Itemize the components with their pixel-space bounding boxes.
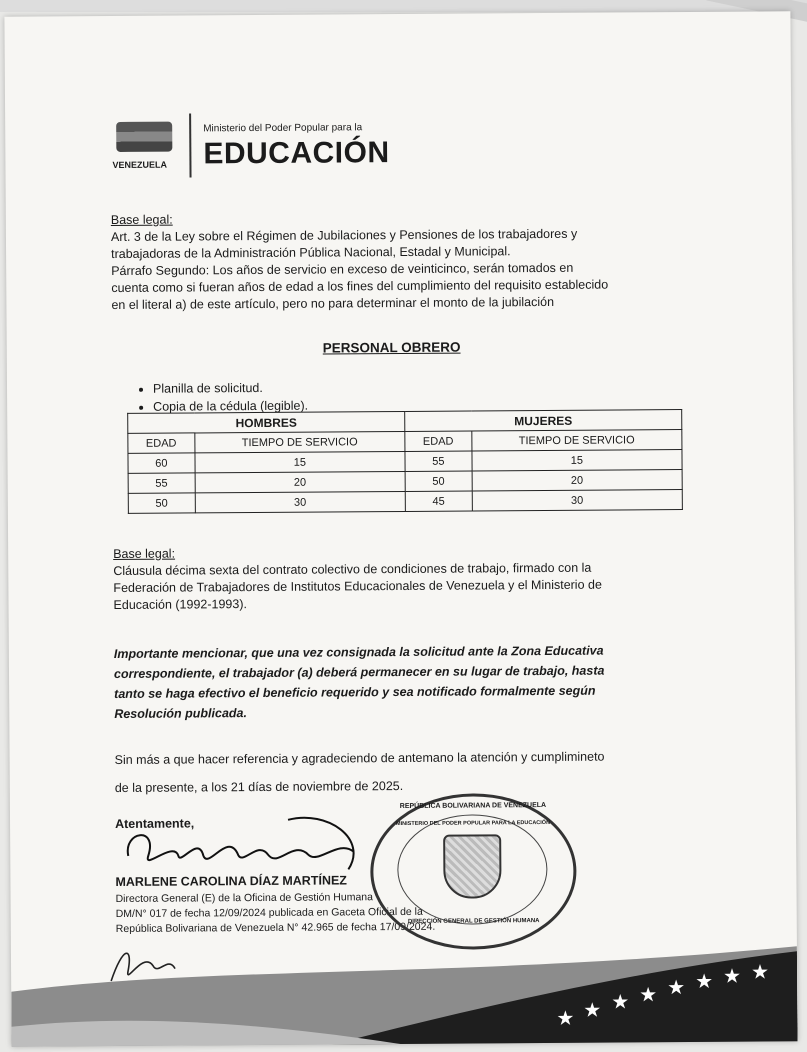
coat-of-arms-icon	[443, 834, 501, 898]
legal2-line: Educación (1992-1993).	[113, 597, 248, 613]
header-divider	[189, 113, 191, 177]
star-icon: ★	[639, 984, 658, 1007]
list-item: • Copia de la cédula (legible).	[153, 397, 308, 416]
ministry-line: Ministerio del Poder Popular para la	[203, 122, 363, 135]
list-item: • Planilla de solicitud.	[153, 379, 308, 398]
cell-women-age: 55	[405, 451, 472, 471]
signer-resolution: DM/N° 017 de fecha 12/09/2024 publicada en Gaceta Oficial de la	[115, 905, 423, 921]
cell-men-service: 20	[195, 471, 406, 492]
star-icon: ★	[583, 999, 602, 1022]
coat-of-arms-logo	[110, 112, 182, 173]
farewell: Atentamente,	[115, 816, 195, 832]
legal2-line: Cláusula décima sexta del contrato colectivo de condiciones de trabajo, firmado con la	[113, 560, 592, 579]
cell-women-service: 20	[472, 470, 683, 491]
star-icon: ★	[751, 961, 770, 984]
col-header-age: EDAD	[128, 433, 195, 453]
cell-men-service: 30	[195, 491, 406, 512]
requirements-list	[135, 379, 308, 416]
star-icon: ★	[723, 965, 742, 988]
seal-outer-text: REPÚBLICA BOLIVARIANA DE VENEZUELA	[399, 801, 547, 811]
legal2-line: Federación de Trabajadores de Institutos Educacionales de Venezuela y el Ministerio de	[113, 577, 602, 596]
ministry-name: EDUCACIÓN	[203, 136, 390, 171]
legal-basis-1	[111, 208, 692, 314]
flag-icon	[116, 122, 172, 152]
important-line: Importante mencionar, que una vez consignada la solicitud ante la Zona Educativa	[113, 643, 604, 662]
star-icon: ★	[695, 970, 714, 993]
important-line: correspondiente, el trabajador (a) deberá permanecer en su lugar de trabajo, hasta	[113, 663, 605, 682]
legal-heading-1: Base legal:	[110, 212, 173, 228]
cell-women-age: 50	[405, 471, 472, 491]
important-line: Resolución publicada.	[114, 706, 248, 722]
official-seal	[370, 793, 577, 950]
table-row	[128, 490, 682, 514]
signer-title: Directora General (E) de la Oficina de Gestión Humana	[115, 891, 373, 906]
legal-heading-2: Base legal:	[113, 546, 176, 562]
footer-band	[11, 926, 798, 1046]
cell-women-age: 45	[405, 491, 472, 511]
seal-inner-text: MINISTERIO DEL PODER POPULAR PARA LA EDUCACIÓN	[396, 819, 551, 828]
group-header-women: MUJERES	[405, 410, 682, 432]
cell-women-service: 30	[472, 490, 683, 511]
retirement-table	[127, 409, 683, 514]
seal-bottom-text: DIRECCIÓN GENERAL DE GESTIÓN HUMANA	[407, 918, 540, 925]
star-icon: ★	[556, 1007, 575, 1030]
legal-basis-2	[113, 542, 693, 614]
legal1-line: en el literal a) de este artículo, pero no para determinar el monto de la jubilación	[111, 294, 555, 313]
closing-paragraph	[115, 742, 695, 802]
signer-name: MARLENE CAROLINA DÍAZ MARTÍNEZ	[115, 873, 347, 890]
country-label: VENEZUELA	[112, 159, 168, 171]
signer-gazette: República Bolivariana de Venezuela N° 42.965 de fecha 17/09/2024.	[115, 920, 436, 936]
cell-men-service: 15	[195, 451, 406, 472]
closing-line: Sin más a que hacer referencia y agradeciendo de antemano la atención y cumplimineto	[114, 749, 605, 768]
col-header-service: TIEMPO DE SERVICIO	[194, 431, 405, 452]
col-header-age: EDAD	[405, 431, 472, 451]
document-page	[4, 11, 797, 1046]
important-line: tanto se haga efectivo el beneficio requerido y sea notificado formalmente según	[114, 683, 596, 702]
star-icon: ★	[611, 991, 630, 1014]
section-title: PERSONAL OBRERO	[322, 339, 461, 356]
important-notice	[114, 640, 695, 724]
legal1-line: Párrafo Segundo: Los años de servicio en exceso de veinticinco, serán tomados en	[111, 260, 574, 279]
cell-men-age: 50	[128, 493, 195, 513]
group-header-men: HOMBRES	[128, 411, 405, 433]
cell-women-service: 15	[472, 450, 683, 471]
page-top-edge	[0, 0, 807, 12]
cell-men-age: 55	[128, 473, 195, 493]
legal1-line: cuenta como si fueran años de edad a los fines del cumplimiento del requisito establecido	[111, 277, 609, 296]
closing-line: de la presente, a los 21 días de noviembre de 2025.	[114, 778, 404, 796]
star-icon: ★	[667, 977, 686, 1000]
cell-men-age: 60	[128, 453, 195, 473]
legal1-line: Art. 3 de la Ley sobre el Régimen de Jubilaciones y Pensiones de los trabajadores y	[110, 226, 578, 245]
col-header-service: TIEMPO DE SERVICIO	[471, 430, 682, 451]
legal1-line: trabajadoras de la Administración Pública Nacional, Estadal y Municipal.	[111, 244, 511, 262]
